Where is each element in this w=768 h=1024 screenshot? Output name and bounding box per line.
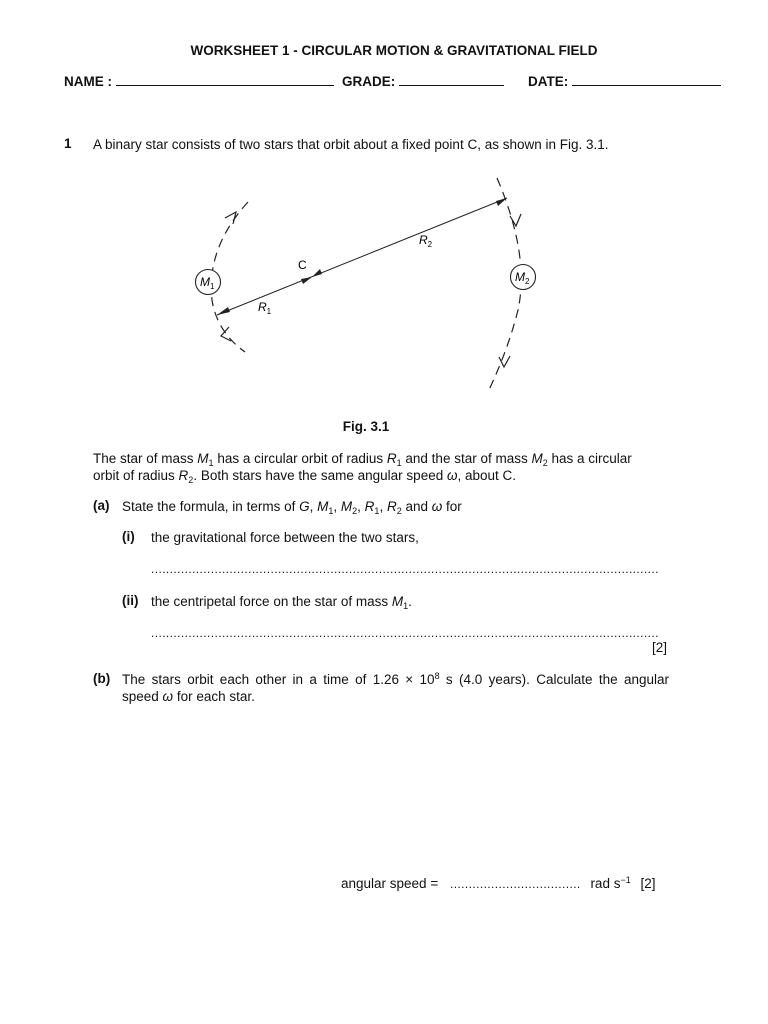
- arrowhead-m1: [217, 307, 230, 315]
- answer-line-a-ii[interactable]: ........................................................................................................................................: [151, 626, 659, 640]
- description-line-2: orbit of radius $R_2$. Both stars have the same angular speed ω, about C.: [93, 468, 517, 485]
- angular-speed-answer: [341, 876, 656, 891]
- part-a-label: (a): [93, 498, 110, 513]
- part-b-line-1: The stars orbit each other in a time of $1.26 \times 10^8$ s (4.0 years). Calculate the angular: [122, 671, 669, 687]
- star-m1-label: $M_1$: [200, 275, 215, 291]
- star-m2-label: $M_2$: [515, 270, 530, 286]
- r1-label: $R_1$: [258, 300, 272, 316]
- date-field[interactable]: [528, 73, 721, 89]
- question-number: 1: [64, 136, 72, 151]
- right-orbit-arrow-top: [510, 214, 521, 226]
- part-b-line-2: speed ω for each star.: [122, 689, 255, 704]
- name-blank[interactable]: [116, 73, 334, 86]
- answer-unit: rad $s^{-1}$: [590, 875, 631, 891]
- question-intro: A binary star consists of two stars that orbit about a fixed point C, as shown in Fig. 3.1.: [93, 137, 609, 152]
- figure-caption: Fig. 3.1: [342, 419, 390, 434]
- marks-b: [2]: [640, 876, 656, 891]
- date-blank[interactable]: [572, 73, 721, 86]
- part-a-text: State the formula, in terms of G, $M_1$, $M_2$, $R_1$, $R_2$ and ω for: [122, 499, 462, 516]
- binary-star-figure: [180, 170, 550, 400]
- worksheet-title: WORKSHEET 1 - CIRCULAR MOTION & GRAVITATIONAL FIELD: [190, 43, 598, 58]
- part-a-ii-label: (ii): [122, 593, 139, 608]
- grade-label: GRADE:: [342, 74, 396, 89]
- grade-field[interactable]: [342, 73, 504, 89]
- arrowhead-m2: [496, 198, 507, 206]
- name-label: NAME :: [64, 74, 112, 89]
- part-a-i-text: the gravitational force between the two stars,: [151, 530, 419, 545]
- part-b-label: (b): [93, 671, 111, 686]
- left-orbit-arrow-up: [225, 212, 236, 224]
- answer-line-a-i[interactable]: ........................................................................................................................................: [151, 562, 659, 576]
- date-label: DATE:: [528, 74, 569, 89]
- answer-blank-b[interactable]: ...................................: [449, 877, 581, 891]
- right-orbit-arrow-bottom: [499, 356, 510, 367]
- description-line-1: The star of mass $M_1$ has a circular orbit of radius $R_1$ and the star of mass $M_2$ has a circular: [93, 451, 632, 468]
- part-a-i-label: (i): [122, 529, 135, 544]
- answer-label: angular speed =: [341, 876, 439, 891]
- part-a-ii-text: the centripetal force on the star of mass $M_1$.: [151, 594, 412, 611]
- arrowhead-c-left: [301, 277, 312, 284]
- name-field[interactable]: [64, 73, 334, 89]
- grade-blank[interactable]: [399, 73, 504, 86]
- r2-label: $R_2$: [419, 233, 433, 249]
- marks-a: [2]: [652, 640, 668, 655]
- radius-line: [217, 198, 507, 315]
- centre-c-label: C: [298, 258, 307, 272]
- arrowhead-c-right: [312, 269, 322, 277]
